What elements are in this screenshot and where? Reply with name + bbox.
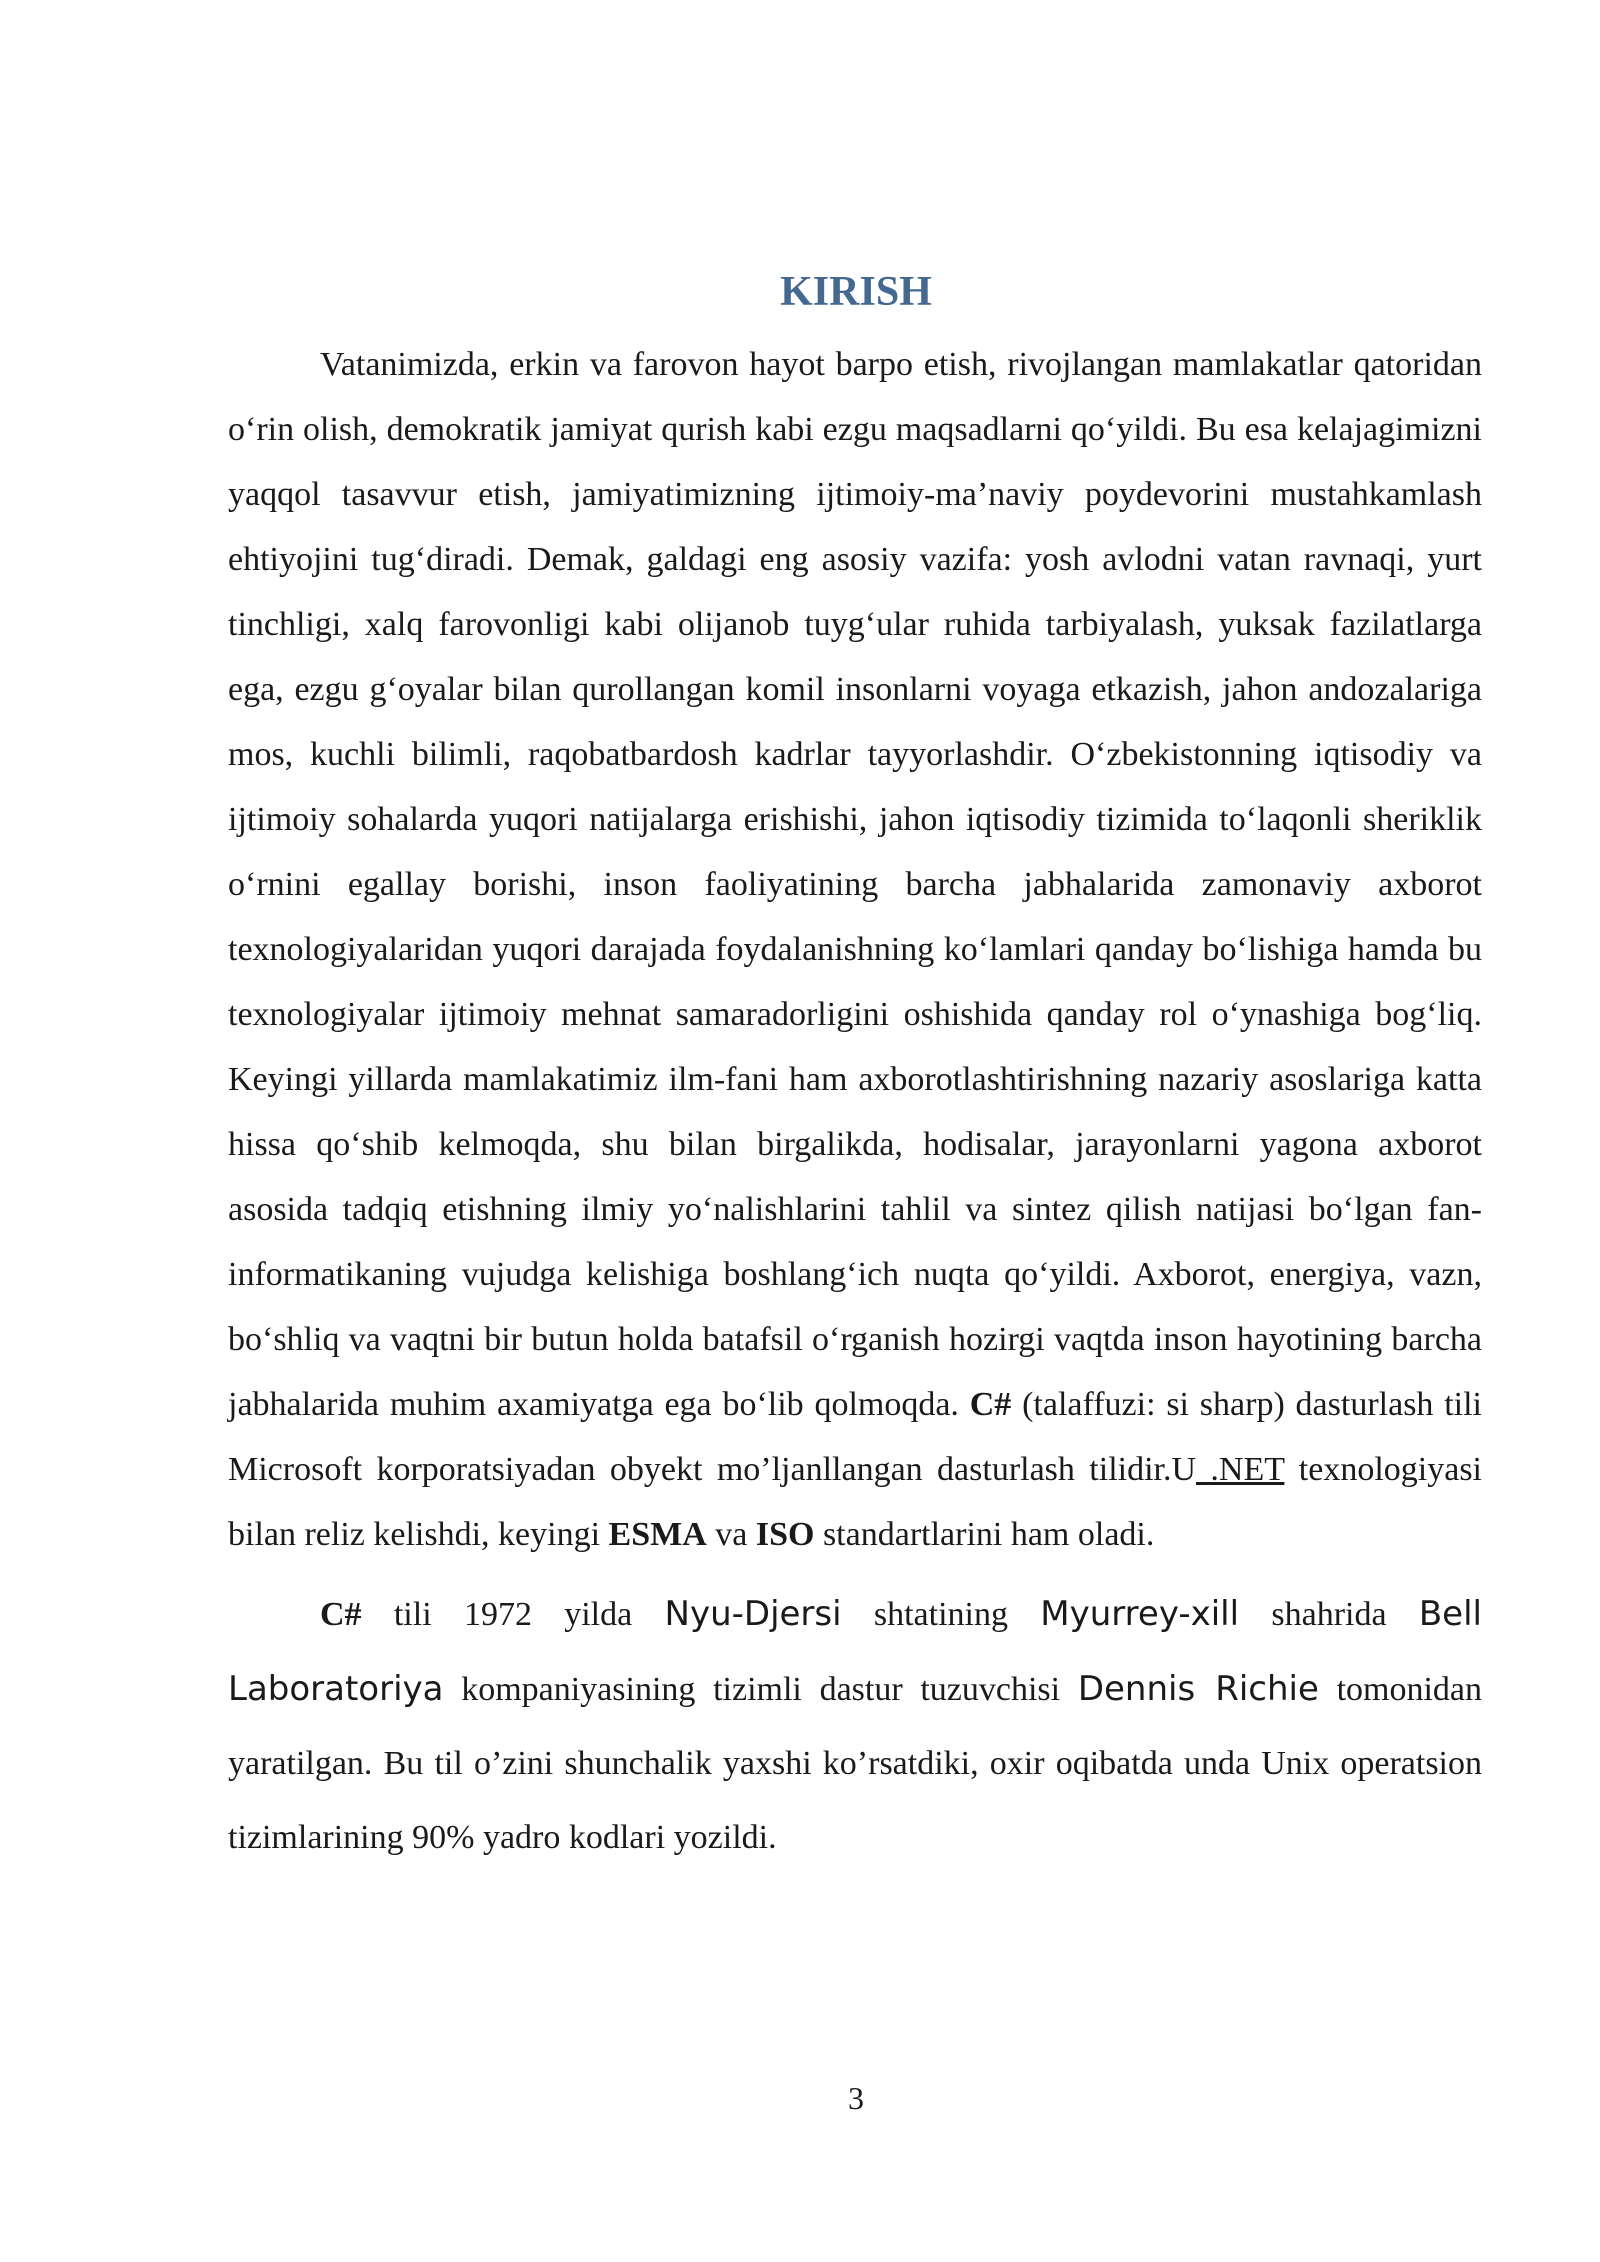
intro-text: Vatanimizda, erkin va farovon hayot barpo etish, rivojlangan mamlakatlar qatoridan o‘rin olish, demokratik jamiyat qurish kabi ezgu maqsadlarni qo‘yildi. Bu esa kelajagimizni yaqqol tasavvur etish, jamiyatimizning ijtimoiy-ma’naviy poydevorini mustahkamlash ehtiyojini tug‘diradi. Demak, galdagi eng asosiy vazifa: yosh avlodni vatan ravnaqi, yurt tinchligi, xalq farovonligi kabi olijanob tuyg‘ular ruhida tarbiyalash, yuksak fazilatlarga ega, ezgu g‘oyalar bilan qurollangan komil insonlarni voyaga etkazish, jahon andozalariga mos, kuchli bilimli, raqobatbardosh kadrlar tayyorlashdir. O‘zbekistonning iqtisodiy va ijtimoiy sohalarda yuqori natijalarga erishishi, jahon iqtisodiy tizimida to‘laqonli sheriklik o‘rnini egallay borishi, inson faoliyatining barcha jabhalarida zamonaviy axborot texnologiyalaridan yuqori darajada foydalanishning ko‘lamlari qanday bo‘lishiga hamda bu texnologiyalar ijtimoiy mehnat samaradorligini oshishida qanday rol o‘ynashiga bog‘liq. Keyingi yillarda mamlakatimiz ilm-fani ham axborotlashtirishning nazariy asoslariga katta hissa qo‘shib kelmoqda, shu bilan birgalikda, hodisalar, jarayonlarni yagona axborot asosida tadqiq etishning ilmiy yo‘nalishlarini tahlil va sintez qilish natijasi bo‘lgan fan-informatikaning vujudga kelishiga boshlang‘ich nuqta qo‘yildi. Axborot, energiya, vazn, bo‘shliq va vaqtni bir butun holda batafsil o‘rganish hozirgi vaqtda inson hayotining barcha jabhalarida muhim axamiyatga ega bo‘lib qolmoqda. [228, 346, 1482, 1423]
paragraph-intro [228, 332, 1482, 1567]
history-text-d: kompaniyasining tizimli dastur tuzuvchisi [443, 1671, 1078, 1708]
history-text-c: shahrida [1239, 1596, 1419, 1633]
esma-term: ESMA [608, 1516, 707, 1553]
body-text [228, 332, 1482, 1875]
section-heading: KIRISH [780, 269, 932, 315]
history-text-a: tili 1972 yilda [361, 1596, 665, 1633]
conjunction-text: va [706, 1516, 756, 1553]
paragraph-history [228, 1577, 1482, 1875]
place-nyu-djersi: Nyu-Djersi [664, 1594, 842, 1634]
release-text: texnologiyasi bilan reliz kelishdi, keyingi [228, 1451, 1482, 1553]
csharp-term: C# [969, 1386, 1012, 1423]
place-myurrey-xill: Myurrey-xill [1040, 1594, 1240, 1634]
dotnet-term: .NET [1196, 1451, 1285, 1488]
person-dennis-richie: Dennis Richie [1077, 1669, 1319, 1709]
csharp-term-2: C# [320, 1596, 362, 1633]
standards-text: standartlarini ham oladi. [814, 1516, 1155, 1553]
history-text-b: shtatining [841, 1596, 1041, 1633]
history-text-e: tomonidan yaratilgan. Bu til o’zini shunchalik yaxshi ko’rsatdiki, oxir oqibatda unda Unix operatsion tizimlarining 90% yadro kodlari yozildi. [228, 1671, 1483, 1856]
place-bell-laboratoriya: Bell Laboratoriya [228, 1594, 1482, 1709]
csharp-description: (talaffuzi: si sharp) dasturlash tili Microsoft korporatsiyadan obyekt mo’ljanllangan dasturlash tilidir.U [228, 1386, 1483, 1488]
page-number: 3 [848, 2080, 864, 2116]
iso-term: ISO [755, 1516, 815, 1553]
